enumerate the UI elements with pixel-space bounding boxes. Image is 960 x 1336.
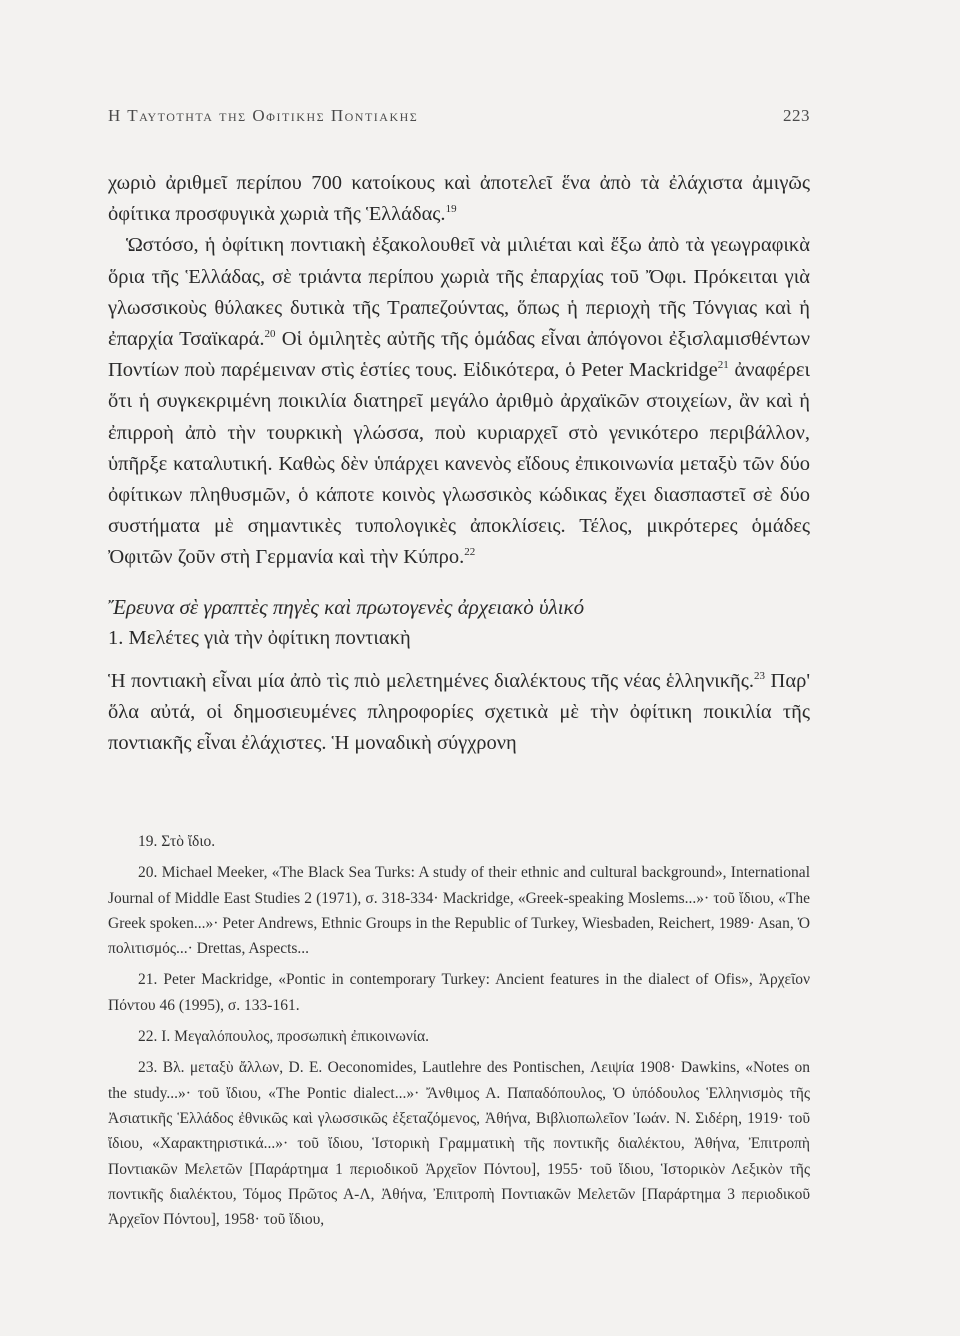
- paragraph-2-text-b: Οἱ ὁμιλητὲς αὐτῆς τῆς ὁμάδας εἶναι ἀπόγονοι ἐξισλαμισθέντων Ποντίων ποὺ παρέμειναν στὶς ἑστίες τους. Εἰδικότερα, ὁ Peter Mackridge: [108, 328, 810, 382]
- main-text: [108, 168, 810, 760]
- paragraph-2-text-c: ἀναφέρει ὅτι ἡ συγκεκριμένη ποικιλία διατηρεῖ μεγάλο ἀριθμὸ ἀρχαϊκῶν στοιχείων, ἂν καὶ ἡ ἐπιρροὴ ἀπὸ τὴν τουρκικὴ γλώσσα, ποὺ κυριαρχεῖ στὸ γενικότερο περιβάλλον, ὑπῆρξε καταλυτική. Καθὼς δὲν ὑπάρχει κανενὸς εἴδους ἐπικοινωνία μεταξὺ τῶν δύο ὀφίτικων πληθυσμῶν, ὁ κάποτε κοινὸς γλωσσικὸς κώδικας ἔχει διασπαστεῖ σὲ δύο συστήματα μὲ σημαντικὲς τυπολογικὲς ἀποκλίσεις. Τέλος, μικρότερες ὁμάδες Ὀφιτῶν ζοῦν στὴ Γερμανία καὶ τὴν Κύπρο.: [108, 359, 810, 569]
- subsection-title: 1. Μελέτες γιὰ τὴν ὀφίτικη ποντιακὴ: [108, 626, 411, 649]
- paragraph-1-text: χωριὸ ἀριθμεῖ περίπου 700 κατοίκους καὶ ἀποτελεῖ ἕνα ἀπὸ τὰ ἐλάχιστα ἀμιγῶς ὀφίτικα προσφυγικὰ χωριὰ τῆς Ἑλλάδας.: [108, 172, 810, 226]
- footnote-23: 23. Βλ. μεταξὺ ἄλλων, D. E. Oeconomides, Lautlehre des Pontischen, Λειψία 1908· Dawkins, «Notes on the study...»· τοῦ ἴδιου, «The Pontic dialect...»· Ἄνθιμος Α. Παπαδόπουλος, Ὁ ὑπόδουλος Ἑλληνισμὸς τῆς Ἀσιατικῆς Ἑλλάδος ἐθνικῶς καὶ γλωσσικῶς ἐξεταζόμενος, Ἀθήνα, Βιβλιοπωλεῖον Ἰωάν. Ν. Σιδέρη, 1919· τοῦ ἴδιου, «Χαρακτηριστικά...»· τοῦ ἴδιου, Ἱστορικὴ Γραμματικὴ τῆς ποντικῆς διαλέκτου, Ἀθήνα, Ἐπιτροπὴ Ποντιακῶν Μελετῶν [Παράρτημα 1 περιοδικοῦ Ἀρχεῖον Πόντου], 1955· τοῦ ἴδιου, Ἱστορικὸν Λεξικὸν τῆς ποντικῆς διαλέκτου, Τόμος Πρῶτος Α-Λ, Ἀθήνα, Ἐπιτροπὴ Ποντιακῶν Μελετῶν [Παράρτημα 3 περιοδικοῦ Ἀρχεῖον Πόντου], 1958· τοῦ ἴδιου,: [108, 1059, 810, 1229]
- footnote-21: 21. Peter Mackridge, «Pontic in contemporary Turkey: Ancient features in the dialect of Ofis», Ἀρχεῖον Πόντου 46 (1995), σ. 133-161.: [108, 971, 810, 1014]
- running-title: Η Ταυτοτητα της Οφιτικης Ποντιακης: [108, 106, 419, 125]
- note-ref-19: 19: [445, 203, 457, 216]
- paragraph-2-text-a: Ὡστόσο, ἡ ὀφίτικη ποντιακὴ ἐξακολουθεῖ νὰ μιλιέται καὶ ἔξω ἀπὸ τὰ γεωγραφικὰ ὅρια τῆς Ἑλλάδας, σὲ τριάντα περίπου χωριὰ τῆς ἐπαρχίας τοῦ Ὄφι. Πρόκειται γιὰ γλωσσικοὺς θύλακες δυτικὰ τῆς Τραπεζούντας, ὅπως ἡ περιοχὴ τῆς Τόνγιας καὶ ἡ ἐπαρχία Τσαϊκαρά.: [108, 234, 810, 351]
- paragraph-3-text-a: Ἡ ποντιακὴ εἶναι μία ἀπὸ τὶς πιὸ μελετημένες διαλέκτους τῆς νέας ἑλληνικῆς.: [108, 670, 755, 693]
- paragraph-3: [108, 666, 810, 760]
- footnote-22: 22. Ι. Μεγαλόπουλος, προσωπικὴ ἐπικοινωνία.: [138, 1028, 430, 1046]
- note-ref-20: 20: [264, 328, 276, 341]
- footnotes: [108, 829, 810, 1232]
- footnote-20: 20. Michael Meeker, «The Black Sea Turks: A study of their ethnic and cultural background», International Journal of Middle East Studies 2 (1971), σ. 318-334· Mackridge, «Greek-speaking Moslems...»· τοῦ ἴδιου, «The Greek spoken...»· Peter Andrews, Ethnic Groups in the Republic of Turkey, Wiesbaden, Reichert, 1989· Asan, Ὁ πολιτισμός...· Drettas, Aspects...: [108, 864, 810, 958]
- note-ref-23: 23: [754, 670, 766, 683]
- running-header: [108, 106, 810, 126]
- paragraph-2: [108, 230, 810, 573]
- note-ref-21: 21: [717, 359, 729, 372]
- note-ref-22: 22: [464, 546, 476, 559]
- paragraph-1: [108, 168, 810, 230]
- footnote-19: 19. Στὸ ἴδιο.: [138, 833, 216, 850]
- section-title: Ἔρευνα σὲ γραπτὲς πηγὲς καὶ πρωτογενὲς ἀρχειακὸ ὑλικό: [108, 594, 585, 619]
- page-number: 223: [783, 106, 810, 125]
- paragraph-3-text-b: Παρ' ὅλα αὐτά, οἱ δημοσιευμένες πληροφορίες σχετικὰ μὲ τὴν ὀφίτικη ποικιλία τῆς ποντιακῆς εἶναι ἐλάχιστες. Ἡ μοναδικὴ σύγχρονη: [108, 670, 811, 755]
